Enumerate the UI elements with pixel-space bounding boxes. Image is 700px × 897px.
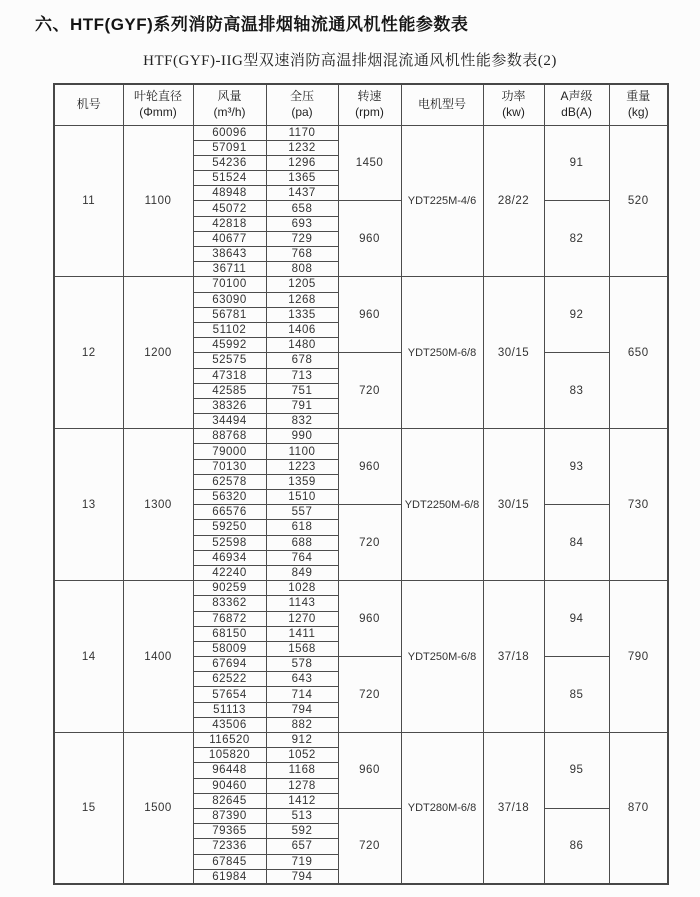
noise-level-value: 94 xyxy=(544,581,609,657)
air-flow-value: 46934 xyxy=(193,550,266,565)
impeller-diameter: 1400 xyxy=(123,581,193,733)
model-no: 12 xyxy=(54,277,123,429)
total-pressure-value: 764 xyxy=(266,550,338,565)
total-pressure-value: 713 xyxy=(266,368,338,383)
motor-model: YDT280M-6/8 xyxy=(401,733,483,885)
total-pressure-value: 1480 xyxy=(266,338,338,353)
fan-performance-table xyxy=(53,83,669,885)
column-header-line: (kw) xyxy=(502,104,525,119)
impeller-diameter: 1100 xyxy=(123,125,193,277)
motor-model: YDT2250M-6/8 xyxy=(401,429,483,581)
air-flow-value: 40677 xyxy=(193,231,266,246)
total-pressure-value: 693 xyxy=(266,216,338,231)
motor-model: YDT250M-6/8 xyxy=(401,581,483,733)
total-pressure-value: 1296 xyxy=(266,155,338,170)
power-value: 30/15 xyxy=(483,429,544,581)
air-flow-value: 57654 xyxy=(193,687,266,702)
total-pressure-value: 751 xyxy=(266,383,338,398)
total-pressure-value: 513 xyxy=(266,808,338,823)
total-pressure-value: 714 xyxy=(266,687,338,702)
air-flow-value: 76872 xyxy=(193,611,266,626)
total-pressure-value: 592 xyxy=(266,824,338,839)
total-pressure-value: 643 xyxy=(266,672,338,687)
total-pressure-value: 1143 xyxy=(266,596,338,611)
noise-level-value: 93 xyxy=(544,429,609,505)
air-flow-value: 70130 xyxy=(193,459,266,474)
speed-value: 960 xyxy=(338,581,401,657)
speed-value: 960 xyxy=(338,429,401,505)
column-header-line: (kg) xyxy=(627,104,649,119)
noise-level-value: 91 xyxy=(544,125,609,201)
total-pressure-value: 1232 xyxy=(266,140,338,155)
air-flow-value: 38326 xyxy=(193,398,266,413)
document-page xyxy=(0,10,700,885)
speed-value: 720 xyxy=(338,353,401,429)
total-pressure-value: 1335 xyxy=(266,307,338,322)
air-flow-value: 83362 xyxy=(193,596,266,611)
column-header-line: dB(A) xyxy=(561,104,592,119)
model-no: 14 xyxy=(54,581,123,733)
motor-model: YDT225M-4/6 xyxy=(401,125,483,277)
column-header-line: 风量 xyxy=(217,89,242,104)
air-flow-value: 60096 xyxy=(193,125,266,140)
column-header-line: 机号 xyxy=(76,96,101,111)
air-flow-value: 105820 xyxy=(193,748,266,763)
table-row xyxy=(54,581,668,596)
weight-value: 730 xyxy=(609,429,668,581)
column-header-line: 重量 xyxy=(626,89,651,104)
air-flow-value: 88768 xyxy=(193,429,266,444)
model-no: 11 xyxy=(54,125,123,277)
noise-level-value: 85 xyxy=(544,657,609,733)
total-pressure-value: 808 xyxy=(266,262,338,277)
total-pressure-value: 912 xyxy=(266,733,338,748)
air-flow-value: 66576 xyxy=(193,505,266,520)
air-flow-value: 56320 xyxy=(193,490,266,505)
air-flow-value: 67694 xyxy=(193,657,266,672)
air-flow-value: 58009 xyxy=(193,641,266,656)
speed-value: 960 xyxy=(338,277,401,353)
column-header xyxy=(193,84,266,125)
weight-value: 790 xyxy=(609,581,668,733)
air-flow-value: 62522 xyxy=(193,672,266,687)
header-row xyxy=(54,84,668,125)
total-pressure-value: 1510 xyxy=(266,490,338,505)
air-flow-value: 79000 xyxy=(193,444,266,459)
column-header-line: (Φmm) xyxy=(139,104,177,119)
total-pressure-value: 1270 xyxy=(266,611,338,626)
motor-model: YDT250M-6/8 xyxy=(401,277,483,429)
air-flow-value: 54236 xyxy=(193,155,266,170)
air-flow-value: 56781 xyxy=(193,307,266,322)
weight-value: 650 xyxy=(609,277,668,429)
column-header-line: 功率 xyxy=(501,89,526,104)
air-flow-value: 90259 xyxy=(193,581,266,596)
total-pressure-value: 657 xyxy=(266,839,338,854)
air-flow-value: 38643 xyxy=(193,247,266,262)
air-flow-value: 63090 xyxy=(193,292,266,307)
noise-level-value: 84 xyxy=(544,505,609,581)
column-header-line: (pa) xyxy=(291,104,313,119)
air-flow-value: 79365 xyxy=(193,824,266,839)
table-subtitle: HTF(GYF)-IIG型双速消防高温排烟混流通风机性能参数表(2) xyxy=(143,53,557,69)
power-value: 30/15 xyxy=(483,277,544,429)
total-pressure-value: 791 xyxy=(266,398,338,413)
air-flow-value: 59250 xyxy=(193,520,266,535)
weight-value: 870 xyxy=(609,733,668,885)
impeller-diameter: 1300 xyxy=(123,429,193,581)
total-pressure-value: 1100 xyxy=(266,444,338,459)
air-flow-value: 67845 xyxy=(193,854,266,869)
column-header-line: 叶轮直径 xyxy=(133,89,182,104)
total-pressure-value: 1411 xyxy=(266,626,338,641)
air-flow-value: 116520 xyxy=(193,733,266,748)
total-pressure-value: 618 xyxy=(266,520,338,535)
air-flow-value: 62578 xyxy=(193,474,266,489)
total-pressure-value: 1028 xyxy=(266,581,338,596)
noise-level-value: 95 xyxy=(544,733,609,809)
air-flow-value: 82645 xyxy=(193,793,266,808)
power-value: 37/18 xyxy=(483,581,544,733)
total-pressure-value: 1170 xyxy=(266,125,338,140)
total-pressure-value: 768 xyxy=(266,247,338,262)
power-value: 37/18 xyxy=(483,733,544,885)
air-flow-value: 48948 xyxy=(193,186,266,201)
noise-level-value: 82 xyxy=(544,201,609,277)
model-no: 15 xyxy=(54,733,123,885)
air-flow-value: 42585 xyxy=(193,383,266,398)
total-pressure-value: 658 xyxy=(266,201,338,216)
noise-level-value: 86 xyxy=(544,808,609,884)
total-pressure-value: 1278 xyxy=(266,778,338,793)
total-pressure-value: 1365 xyxy=(266,171,338,186)
air-flow-value: 52598 xyxy=(193,535,266,550)
total-pressure-value: 1412 xyxy=(266,793,338,808)
total-pressure-value: 678 xyxy=(266,353,338,368)
table-row xyxy=(54,429,668,444)
total-pressure-value: 578 xyxy=(266,657,338,672)
total-pressure-value: 1568 xyxy=(266,641,338,656)
noise-level-value: 83 xyxy=(544,353,609,429)
air-flow-value: 42818 xyxy=(193,216,266,231)
total-pressure-value: 849 xyxy=(266,565,338,580)
column-header xyxy=(544,84,609,125)
total-pressure-value: 832 xyxy=(266,414,338,429)
speed-value: 720 xyxy=(338,505,401,581)
power-value: 28/22 xyxy=(483,125,544,277)
table-body xyxy=(54,125,668,884)
air-flow-value: 52575 xyxy=(193,353,266,368)
total-pressure-value: 1359 xyxy=(266,474,338,489)
total-pressure-value: 1268 xyxy=(266,292,338,307)
total-pressure-value: 882 xyxy=(266,717,338,732)
column-header xyxy=(401,84,483,125)
column-header-line: 电机型号 xyxy=(417,96,466,111)
air-flow-value: 51524 xyxy=(193,171,266,186)
table-header xyxy=(54,84,668,125)
impeller-diameter: 1500 xyxy=(123,733,193,885)
weight-value: 520 xyxy=(609,125,668,277)
air-flow-value: 68150 xyxy=(193,626,266,641)
column-header xyxy=(123,84,193,125)
total-pressure-value: 1168 xyxy=(266,763,338,778)
air-flow-value: 87390 xyxy=(193,808,266,823)
total-pressure-value: 1052 xyxy=(266,748,338,763)
column-header-line: (rpm) xyxy=(355,104,384,119)
air-flow-value: 45992 xyxy=(193,338,266,353)
air-flow-value: 57091 xyxy=(193,140,266,155)
speed-value: 720 xyxy=(338,657,401,733)
air-flow-value: 70100 xyxy=(193,277,266,292)
total-pressure-value: 729 xyxy=(266,231,338,246)
impeller-diameter: 1200 xyxy=(123,277,193,429)
table-row xyxy=(54,733,668,748)
column-header-line: 转速 xyxy=(357,89,382,104)
total-pressure-value: 1406 xyxy=(266,322,338,337)
column-header xyxy=(266,84,338,125)
air-flow-value: 45072 xyxy=(193,201,266,216)
air-flow-value: 51113 xyxy=(193,702,266,717)
speed-value: 1450 xyxy=(338,125,401,201)
column-header xyxy=(338,84,401,125)
total-pressure-value: 1223 xyxy=(266,459,338,474)
total-pressure-value: 990 xyxy=(266,429,338,444)
total-pressure-value: 1205 xyxy=(266,277,338,292)
total-pressure-value: 557 xyxy=(266,505,338,520)
air-flow-value: 43506 xyxy=(193,717,266,732)
column-header-line: 全压 xyxy=(289,89,314,104)
table-row xyxy=(54,277,668,292)
speed-value: 960 xyxy=(338,201,401,277)
air-flow-value: 72336 xyxy=(193,839,266,854)
total-pressure-value: 719 xyxy=(266,854,338,869)
column-header-line: (m³/h) xyxy=(213,104,246,119)
column-header xyxy=(609,84,668,125)
noise-level-value: 92 xyxy=(544,277,609,353)
air-flow-value: 51102 xyxy=(193,322,266,337)
speed-value: 960 xyxy=(338,733,401,809)
column-header xyxy=(54,84,123,125)
air-flow-value: 42240 xyxy=(193,565,266,580)
column-header-line: A声级 xyxy=(560,89,593,104)
air-flow-value: 61984 xyxy=(193,869,266,884)
table-row xyxy=(54,125,668,140)
air-flow-value: 96448 xyxy=(193,763,266,778)
speed-value: 720 xyxy=(338,808,401,884)
model-no: 13 xyxy=(54,429,123,581)
air-flow-value: 34494 xyxy=(193,414,266,429)
total-pressure-value: 794 xyxy=(266,869,338,884)
page-title: 六、HTF(GYF)系列消防高温排烟轴流通风机性能参数表 xyxy=(35,15,469,34)
air-flow-value: 47318 xyxy=(193,368,266,383)
total-pressure-value: 688 xyxy=(266,535,338,550)
total-pressure-value: 1437 xyxy=(266,186,338,201)
total-pressure-value: 794 xyxy=(266,702,338,717)
air-flow-value: 36711 xyxy=(193,262,266,277)
air-flow-value: 90460 xyxy=(193,778,266,793)
column-header xyxy=(483,84,544,125)
